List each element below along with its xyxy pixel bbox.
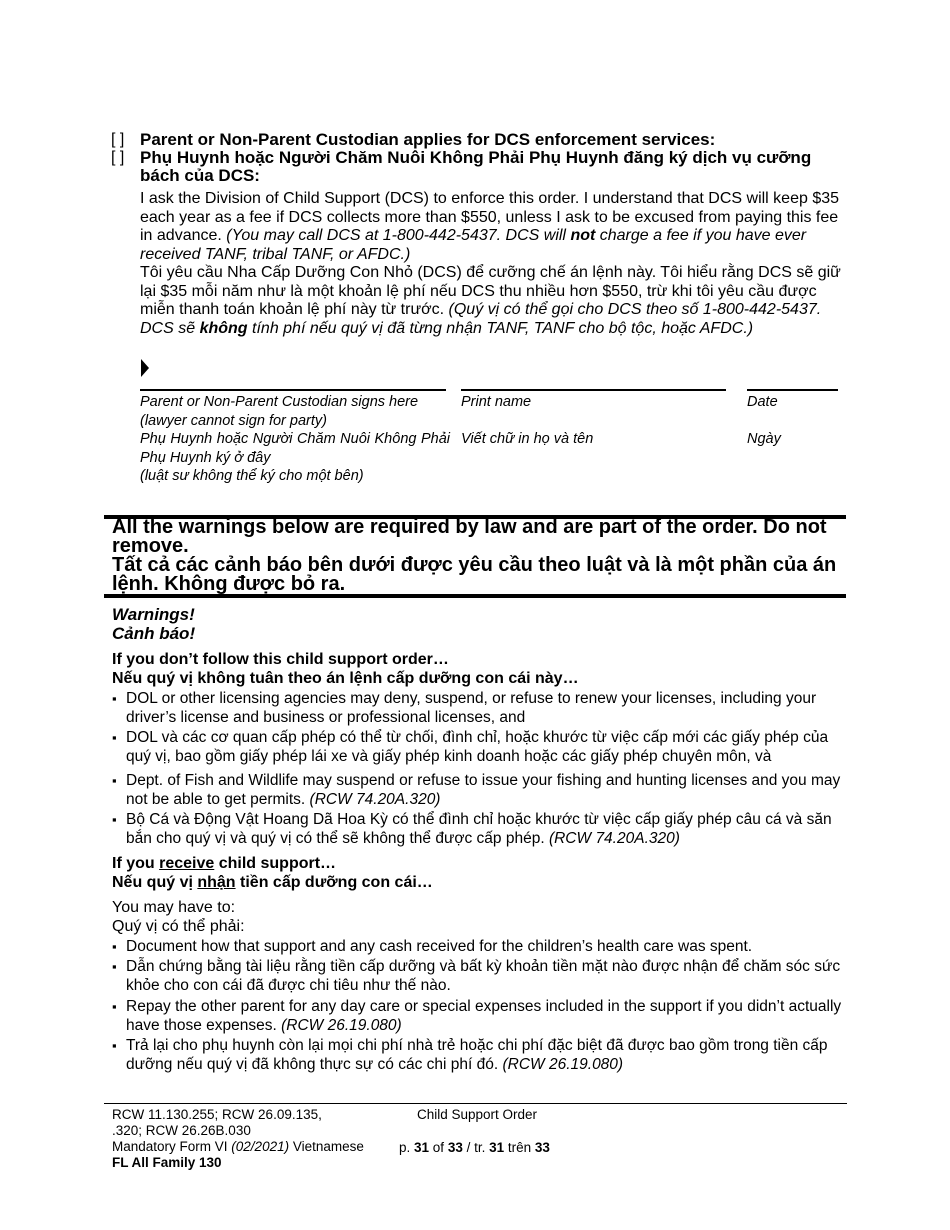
banner-bottom-rule [104, 594, 846, 598]
follow-order-heading: If you don’t follow this child support order… Nếu quý vị không tuân theo án lệnh cấp dưỡng con cái này… [112, 651, 579, 687]
print-name-label-en: Print name [461, 394, 532, 410]
date-label-vi: Ngày [747, 431, 781, 447]
signature-line[interactable] [140, 389, 446, 391]
date-label-en: Date [747, 394, 778, 410]
list-item: ▪ Dept. of Fish and Wildlife may suspend or refuse to issue your fishing and hunting licenses and you may not be able to get permits. (RCW 74.20A.320) [112, 772, 847, 809]
footer-doc-title: Child Support Order [417, 1107, 538, 1122]
enforcement-checkbox-vi[interactable]: [ ] [111, 149, 125, 166]
signature-label-en: Parent or Non-Parent Custodian signs here (lawyer cannot sign for party) [140, 394, 419, 429]
print-name-label-vi: Viết chữ in họ và tên [461, 431, 594, 447]
print-name-line[interactable] [461, 389, 726, 391]
list-item: ▪ DOL or other licensing agencies may deny, suspend, or refuse to renew your licenses, including your driver’s license and business or professional licenses, and [112, 690, 847, 727]
signature-label-vi: Phụ Huynh hoặc Người Chăm Nuôi Không Phải Phụ Huynh ký ở đây (luật sư không thể ký cho một bên) [140, 431, 450, 484]
list-item: ▪ Dẫn chứng bằng tài liệu rằng tiền cấp dưỡng và bất kỳ khoản tiền mặt nào được nhận để chăm sóc sức khỏe cho con cái đã được chi tiêu như thế nào. [112, 958, 847, 995]
warnings-banner-en: All the warnings below are required by law and are part of the order. Do not remove. [112, 516, 827, 557]
enforcement-paragraph-en: I ask the Division of Child Support (DCS) to enforce this order. I understand that DCS will keep $35 each year as a fee if DCS collects more than $550, unless I ask to be excused from paying this fee in advance. (You may call DCS at 1-800-442-5437. DCS will not charge a fee if you have ever received TANF, tribal TANF, or AFDC.) [140, 190, 840, 263]
footer-rule [104, 1103, 847, 1104]
enforcement-heading-en: Parent or Non-Parent Custodian applies for DCS enforcement services: [140, 130, 716, 149]
warnings-title: Warnings! Cảnh báo! [112, 605, 196, 643]
list-item: ▪ DOL và các cơ quan cấp phép có thể từ chối, đình chỉ, hoặc khước từ việc cấp mới các giấy phép của quý vị, bao gồm giấy phép lái xe và giấy phép kinh doanh hoặc các giấy phép chuyên môn, và [112, 729, 847, 766]
footer-page-number: p. 31 of 33 / tr. 31 trên 33 [399, 1140, 550, 1155]
may-have-to-text: You may have to: Quý vị có thể phải: [112, 899, 245, 935]
footer-legal-info: RCW 11.130.255; RCW 26.09.135, .320; RCW 26.26B.030 Mandatory Form VI (02/2021) Vietnamese FL All Family 130 [112, 1107, 364, 1170]
sign-here-arrow-icon [140, 359, 150, 377]
list-item: ▪ Repay the other parent for any day care or special expenses included in the support if you didn’t actually have those expenses. (RCW 26.19.080) [112, 998, 847, 1035]
enforcement-checkbox[interactable]: [ ] [111, 131, 125, 148]
enforcement-heading-vi: Phụ Huynh hoặc Người Chăm Nuôi Không Phải Phụ Huynh đăng ký dịch vụ cưỡng bách của DCS: [140, 148, 812, 185]
list-item: ▪ Bộ Cá và Động Vật Hoang Dã Hoa Kỳ có thể đình chỉ hoặc khước từ việc cấp giấy phép câu cá và săn bắn cho quý vị và quý vị có thể sẽ không thể được cấp phép. (RCW 74.20A.320) [112, 811, 847, 848]
list-item: ▪ Trả lại cho phụ huynh còn lại mọi chi phí nhà trẻ hoặc chi phí đặc biệt đã được bao gồm trong tiền cấp dưỡng nếu quý vị đã không thực sự có các chi phí đó. (RCW 26.19.080) [112, 1037, 847, 1074]
warnings-banner-vi: Tất cả các cảnh báo bên dưới được yêu cầu theo luật và là một phần của án lệnh. Không được bỏ ra. [112, 554, 837, 595]
receive-support-heading: If you receive child support… Nếu quý vị nhận tiền cấp dưỡng con cái… [112, 855, 433, 891]
list-item: ▪ Document how that support and any cash received for the children’s health care was spent. [112, 938, 847, 957]
date-line[interactable] [747, 389, 838, 391]
enforcement-paragraph-vi: Tôi yêu cầu Nha Cấp Dưỡng Con Nhỏ (DCS) để cưỡng chế án lệnh này. Tôi hiểu rằng DCS sẽ giữ lại $35 mỗi năm như là một khoản lệ phí nếu DCS thu nhiều hơn $550, trừ khi tôi yêu cầu được miễn thanh toán khoản lệ phí này từ trước. (Quý vị có thể gọi cho DCS theo số 1-800-442-5437. DCS sẽ không tính phí nếu quý vị đã từng nhận TANF, TANF cho bộ tộc, hoặc AFDC.) [140, 264, 841, 337]
